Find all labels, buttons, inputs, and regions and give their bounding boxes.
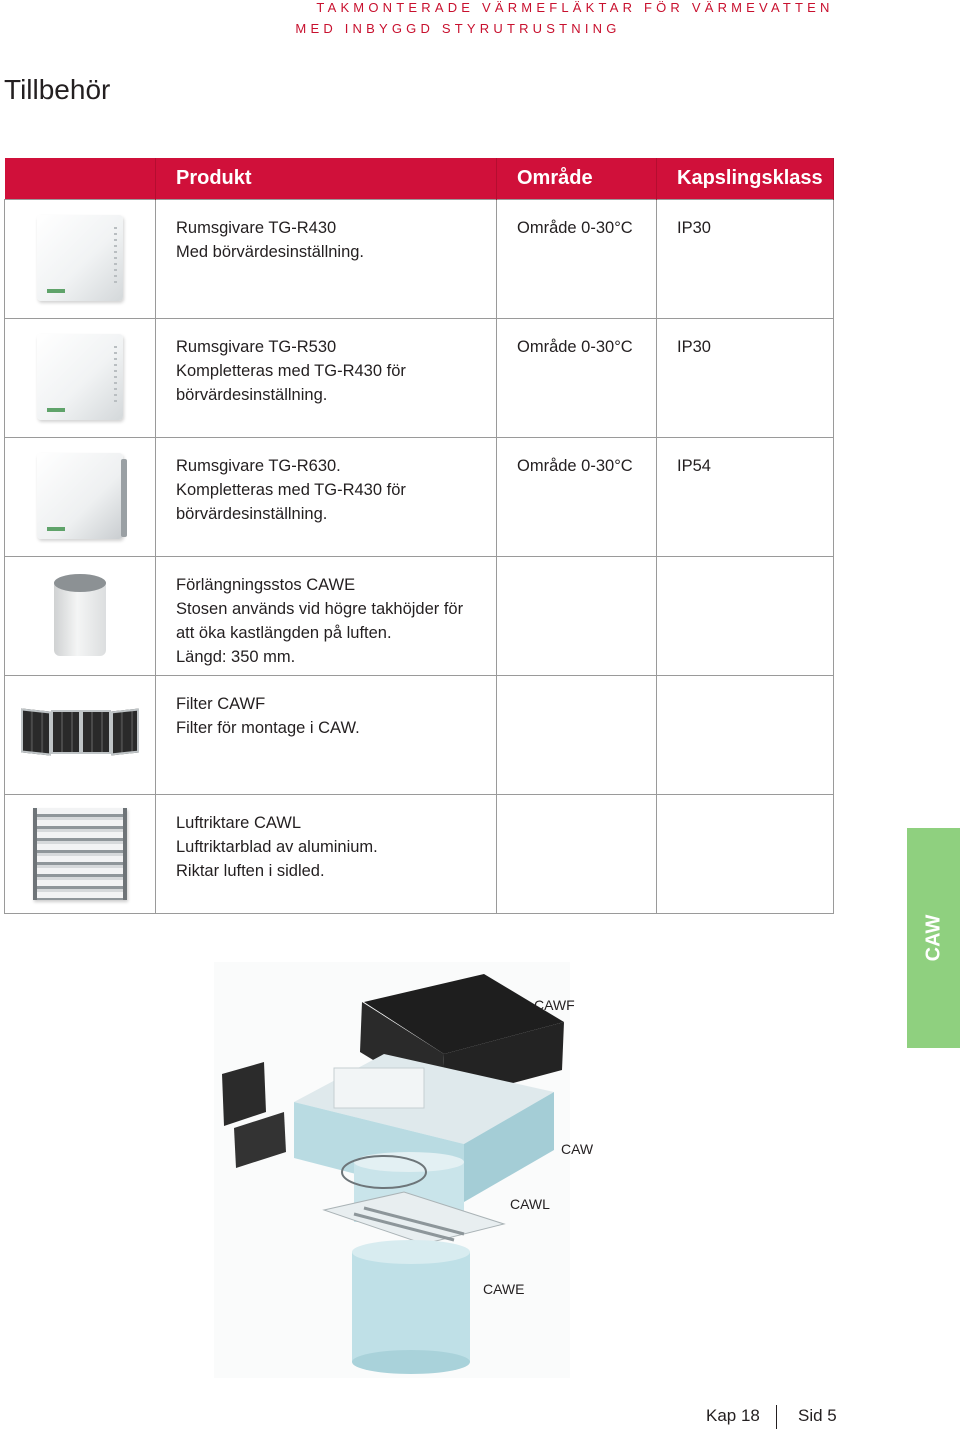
column-header-product: Produkt <box>156 158 497 200</box>
product-description: Kompletteras med TG-R430 för <box>176 362 406 380</box>
callout-cawl: CAWL <box>510 1196 550 1212</box>
ip-class-cell: IP30 <box>657 200 834 319</box>
unit-grille <box>334 1068 424 1108</box>
table-header-row <box>5 158 834 200</box>
product-name: Rumsgivare TG-R430 <box>176 219 337 237</box>
range-cell: Område 0-30°C <box>497 438 657 557</box>
product-cell <box>156 438 497 557</box>
louver-image <box>33 808 127 900</box>
room-sensor-image <box>37 215 123 301</box>
product-image-cell <box>5 557 156 676</box>
header-title-line2: MED INBYGGD STYRUTRUSTNING <box>295 21 621 36</box>
table-row <box>5 319 834 438</box>
product-name: Rumsgivare TG-R530 <box>176 338 337 356</box>
table-row <box>5 557 834 676</box>
product-description: Längd: 350 mm. <box>176 648 296 666</box>
product-description: Kompletteras med TG-R430 för <box>176 481 406 499</box>
product-cell <box>156 795 497 914</box>
filter-panels-image <box>21 706 139 764</box>
product-cell <box>156 200 497 319</box>
product-description: börvärdesinställning. <box>176 505 328 523</box>
product-description: börvärdesinställning. <box>176 386 328 404</box>
loose-filter-panel <box>222 1062 266 1126</box>
chapter-side-tab <box>907 828 960 1048</box>
header-title-line1: TAKMONTERADE VÄRMEFLÄKTAR FÖR VÄRMEVATTEN <box>316 0 834 15</box>
footer-chapter: Kap 18 <box>706 1406 760 1425</box>
product-image-cell <box>5 438 156 557</box>
assembly-drawing <box>214 962 570 1378</box>
product-image-cell <box>5 795 156 914</box>
range-cell: Område 0-30°C <box>497 200 657 319</box>
column-header-image <box>5 158 156 200</box>
table-row <box>5 200 834 319</box>
range-cell: Område 0-30°C <box>497 319 657 438</box>
extension-duct <box>352 1252 470 1362</box>
callout-cawf: CAWF <box>534 997 575 1013</box>
loose-filter-panel <box>234 1112 286 1168</box>
table-row <box>5 795 834 914</box>
room-sensor-image <box>37 334 123 420</box>
caw-assembly-illustration <box>214 962 570 1378</box>
product-name: Förlängningsstos CAWE <box>176 576 356 594</box>
range-cell <box>497 676 657 795</box>
footer-separator <box>776 1405 777 1429</box>
accessories-table <box>4 158 834 914</box>
product-description: Filter för montage i CAW. <box>176 719 360 737</box>
louver-plate <box>324 1192 504 1244</box>
range-cell <box>497 557 657 676</box>
ip-class-cell <box>657 676 834 795</box>
page-title: Tillbehör <box>4 74 111 105</box>
footer-page-number: Sid 5 <box>798 1406 837 1425</box>
side-tab-label: CAW <box>922 914 944 962</box>
product-description: Med börvärdesinställning. <box>176 243 365 261</box>
room-sensor-ip54-image <box>37 453 123 539</box>
table-row <box>5 438 834 557</box>
product-name: Rumsgivare TG-R630. <box>176 457 341 475</box>
range-cell <box>497 795 657 914</box>
column-header-ip-class: Kapslingsklass <box>657 158 834 200</box>
ip-class-cell <box>657 557 834 676</box>
product-description: Riktar luften i sidled. <box>176 862 325 880</box>
product-description: att öka kastlängden på luften. <box>176 624 392 642</box>
product-image-cell <box>5 676 156 795</box>
product-name: Luftriktare CAWL <box>176 814 302 832</box>
ip-class-cell: IP54 <box>657 438 834 557</box>
product-cell <box>156 676 497 795</box>
product-description: Stosen används vid högre takhöjder för <box>176 600 464 618</box>
product-image-cell <box>5 200 156 319</box>
table-row <box>5 676 834 795</box>
ip-class-cell <box>657 795 834 914</box>
ip-class-cell: IP30 <box>657 319 834 438</box>
product-cell <box>156 319 497 438</box>
callout-cawe: CAWE <box>483 1281 525 1297</box>
product-name: Filter CAWF <box>176 695 266 713</box>
product-description: Luftriktarblad av aluminium. <box>176 838 378 856</box>
product-image-cell <box>5 319 156 438</box>
callout-caw: CAW <box>561 1141 594 1157</box>
extension-duct-image <box>54 574 106 658</box>
column-header-range: Område <box>497 158 657 200</box>
product-cell <box>156 557 497 676</box>
